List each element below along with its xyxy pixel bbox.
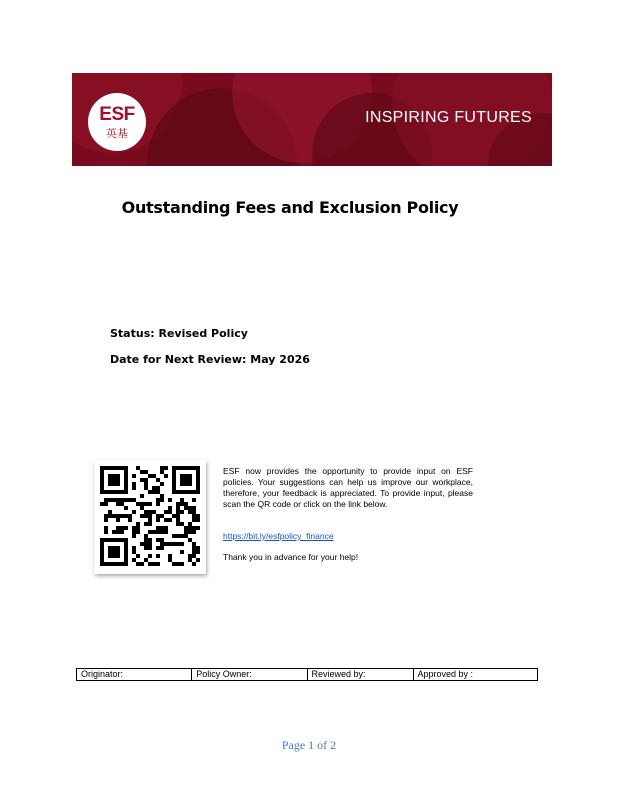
header-banner xyxy=(72,73,552,166)
status-text: Status: Revised Policy xyxy=(110,327,248,340)
tagline: INSPIRING FUTURES xyxy=(365,109,532,126)
originator-cell: Originator: xyxy=(77,669,192,681)
document-title: Outstanding Fees and Exclusion Policy xyxy=(121,198,459,217)
qr-code-frame[interactable] xyxy=(94,460,206,574)
feedback-text: ESF now provides the opportunity to provide input on ESF policies. Your suggestions can help us improve our workplace, therefore, your feedback is appreciated. To provide input, please scan the QR code or click on the link below. xyxy=(223,466,473,509)
reviewed-by-cell: Reviewed by: xyxy=(307,669,413,681)
page-number: Page 1 of 2 xyxy=(281,738,337,752)
qr-code-icon xyxy=(100,466,200,566)
logo-text: ESF xyxy=(99,104,135,125)
policy-owner-cell: Policy Owner: xyxy=(192,669,307,681)
approved-by-cell: Approved by : xyxy=(413,669,537,681)
thanks-text: Thank you in advance for your help! xyxy=(223,552,359,562)
esf-logo xyxy=(88,93,146,151)
signoff-row xyxy=(77,669,538,681)
next-review-date: Date for Next Review: May 2026 xyxy=(110,353,310,366)
signoff-table xyxy=(76,668,538,681)
feedback-link[interactable]: https://bit.ly/esfpolicy_finance xyxy=(223,531,334,541)
logo-subtext: 英基 xyxy=(106,127,128,140)
